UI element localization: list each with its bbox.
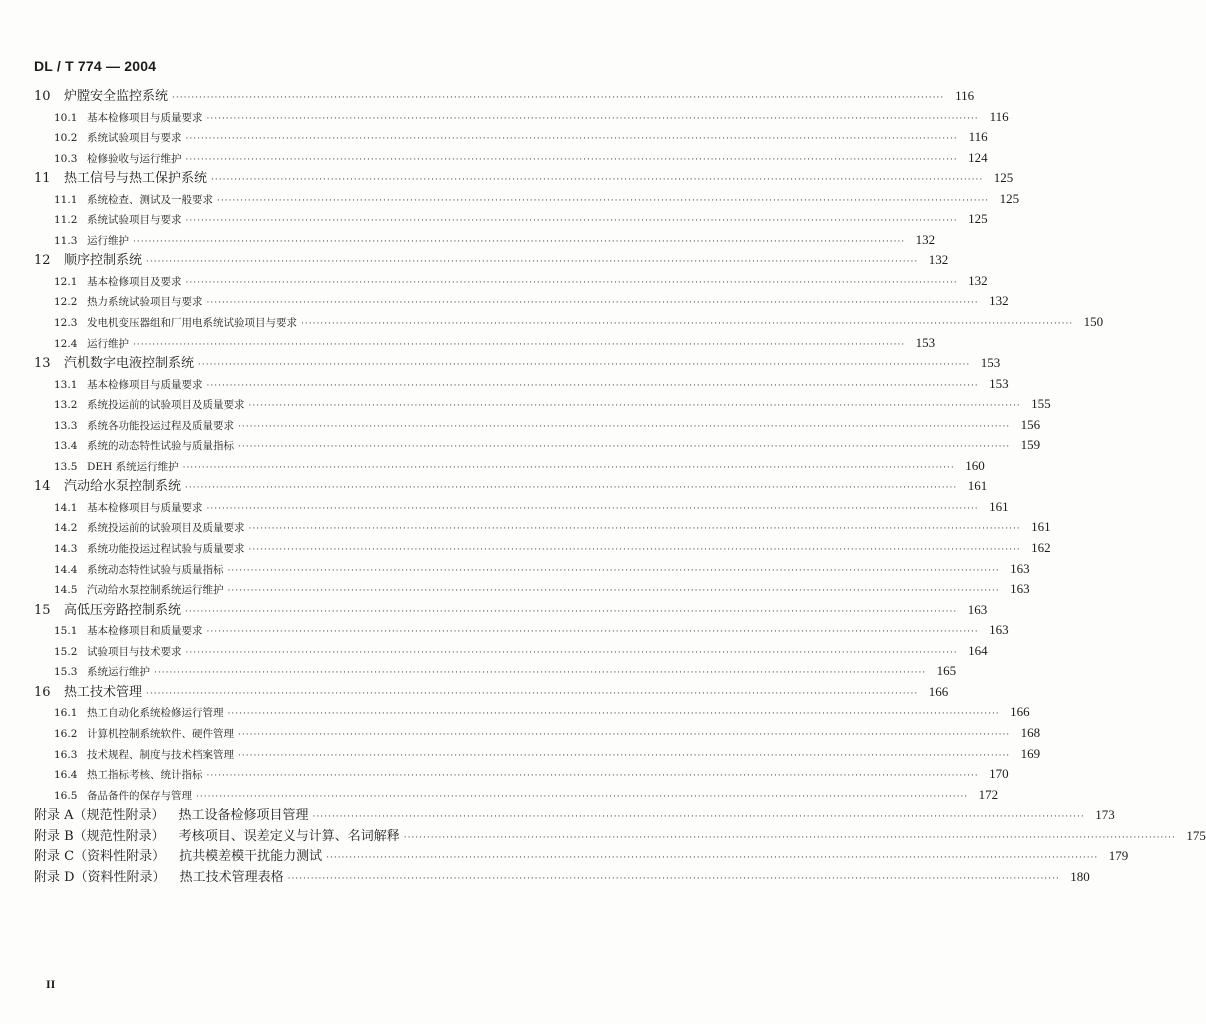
toc-entry-number: 14.3 xyxy=(54,543,78,556)
toc-entry-page: 180 xyxy=(1070,868,1090,884)
toc-entry-page: 156 xyxy=(1020,416,1041,432)
toc-entry-title: 基本检修项目与质量要求 xyxy=(87,111,203,124)
toc-appendix-entry[interactable] xyxy=(34,846,1129,867)
toc-entry-title: 系统的动态特性试验与质量指标 xyxy=(87,440,234,453)
toc-entry-number: 13 xyxy=(34,356,51,372)
toc-entry-number: 附录 C（资料性附录） xyxy=(34,849,166,865)
toc-entry-title: 基本检修项目与质量要求 xyxy=(87,501,203,514)
toc-entry-title: 热工信号与热工保护系统 xyxy=(64,171,208,187)
toc-entry-number: 13.2 xyxy=(54,399,78,412)
toc-entry-title: 系统检查、测试及一般要求 xyxy=(87,193,213,206)
toc-entry[interactable] xyxy=(34,230,936,251)
toc-entry-number: 11.1 xyxy=(54,193,78,206)
toc-entry-number: 11.2 xyxy=(54,214,78,227)
toc-entry[interactable] xyxy=(34,435,1041,456)
dot-leader: ········································································································································································································ xyxy=(185,277,958,288)
toc-entry[interactable] xyxy=(34,682,949,703)
toc-entry-title: 发电机变压器组和厂用电系统试验项目与要求 xyxy=(87,317,297,330)
toc-entry-page: 153 xyxy=(915,334,936,350)
toc-entry-title: 系统各功能投运过程及质量要求 xyxy=(87,419,234,432)
toc-entry[interactable] xyxy=(34,785,999,806)
toc-entry-title: 汽机数字电液控制系统 xyxy=(64,356,195,372)
toc-entry-number: 15.3 xyxy=(54,666,78,679)
toc-entry[interactable] xyxy=(34,559,1030,580)
toc-entry[interactable] xyxy=(34,476,988,497)
toc-entry-title: 高低压旁路控制系统 xyxy=(64,602,182,618)
toc-entry-title: 基本检修项目与质量要求 xyxy=(87,378,203,391)
toc-entry[interactable] xyxy=(34,600,988,621)
toc-entry-number: 16.2 xyxy=(54,727,78,740)
toc-entry[interactable] xyxy=(34,723,1041,744)
toc-entry-number: 16.3 xyxy=(54,748,78,761)
toc-entry-number: 12.2 xyxy=(54,296,78,309)
toc-entry-title: 运行维护 xyxy=(87,234,129,247)
dot-leader: ········································································································································································································ xyxy=(227,586,1000,597)
toc-entry[interactable] xyxy=(34,456,985,477)
toc-entry[interactable] xyxy=(34,579,1030,600)
toc-entry-title: 系统投运前的试验项目及质量要求 xyxy=(87,522,245,535)
toc-appendix-entry[interactable] xyxy=(34,826,1206,847)
toc-entry-page: 163 xyxy=(989,622,1009,638)
dot-leader: ········································································································································································································ xyxy=(185,647,958,658)
toc-entry-page: 163 xyxy=(1010,581,1030,597)
toc-entry-number: 10.3 xyxy=(54,152,78,165)
dot-leader: ········································································································································································································ xyxy=(227,565,1000,576)
toc-entry-page: 161 xyxy=(989,498,1009,514)
dot-leader: ········································································································································································································ xyxy=(185,606,958,617)
dot-leader: ········································································································································································································ xyxy=(146,688,919,699)
toc-entry-page: 179 xyxy=(1108,848,1129,864)
dot-leader: ········································································································································································································ xyxy=(206,627,979,638)
toc-entry[interactable] xyxy=(34,333,936,354)
toc-entry-number: 13.1 xyxy=(54,378,78,391)
toc-entry-title: 基本检修项目和质量要求 xyxy=(87,625,203,638)
toc-entry[interactable] xyxy=(34,271,988,292)
toc-entry-number: 10.2 xyxy=(54,132,78,145)
dot-leader: ········································································································································································································ xyxy=(133,236,906,247)
dot-leader: ········································································································································································································ xyxy=(326,853,1099,864)
toc-entry-page: 116 xyxy=(968,129,988,145)
dot-leader: ········································································································································································································ xyxy=(198,360,971,371)
dot-leader: ········································································································································································································ xyxy=(206,298,979,309)
toc-entry-title: DEH 系统运行维护 xyxy=(87,460,179,473)
toc-entry-number: 附录 A（规范性附录） xyxy=(34,808,165,824)
document-code-header: DL / T 774 — 2004 xyxy=(34,58,157,74)
dot-leader: ········································································································································································································ xyxy=(185,216,958,227)
dot-leader: ········································································································································································································ xyxy=(133,339,906,350)
dot-leader: ········································································································································································································ xyxy=(172,93,945,103)
toc-entry-title: 系统功能投运过程试验与质量要求 xyxy=(87,543,245,556)
toc-entry-page: 175 xyxy=(1186,827,1206,843)
toc-entry[interactable] xyxy=(34,538,1051,559)
toc-entry-page: 124 xyxy=(968,149,988,165)
dot-leader: ········································································································································································································ xyxy=(206,113,979,124)
toc-entry-page: 150 xyxy=(1083,314,1104,330)
toc-appendix-entry[interactable] xyxy=(34,805,1115,826)
toc-entry-title: 系统投运前的试验项目及质量要求 xyxy=(87,399,245,412)
toc-entry[interactable] xyxy=(34,107,1009,128)
toc-entry-page: 132 xyxy=(968,272,988,288)
toc-entry-title: 计算机控制系统软件、硬件管理 xyxy=(87,727,234,740)
dot-leader: ········································································································································································································ xyxy=(312,812,1085,823)
toc-entry[interactable] xyxy=(34,517,1051,538)
toc-entry[interactable] xyxy=(34,291,1009,312)
toc-entry-title: 系统动态特性试验与质量指标 xyxy=(87,563,224,576)
toc-entry-title: 系统试验项目与要求 xyxy=(87,214,182,227)
toc-entry-number: 15.2 xyxy=(54,645,78,658)
toc-entry-number: 12.1 xyxy=(54,275,78,288)
toc-entry-page: 166 xyxy=(1010,704,1030,720)
toc-entry-page: 170 xyxy=(989,766,1009,782)
dot-leader: ········································································································································································································ xyxy=(206,380,979,391)
toc-entry-title: 热工自动化系统检修运行管理 xyxy=(87,707,224,720)
toc-entry-number: 14.5 xyxy=(54,584,78,597)
dot-leader: ········································································································································································································ xyxy=(206,503,979,514)
dot-leader: ········································································································································································································ xyxy=(146,257,919,268)
toc-entry-title: 检修验收与运行维护 xyxy=(87,152,182,165)
toc-entry-page: 164 xyxy=(968,642,988,658)
toc-entry[interactable] xyxy=(34,189,1020,210)
toc-entry-page: 132 xyxy=(989,293,1009,309)
toc-entry-number: 16.5 xyxy=(54,789,78,802)
dot-leader: ········································································································································································································ xyxy=(301,319,1074,330)
toc-entry[interactable] xyxy=(34,415,1041,436)
toc-entry[interactable] xyxy=(34,764,1009,785)
toc-entry-number: 11.3 xyxy=(54,234,78,247)
toc-entry-title: 技术规程、制度与技术档案管理 xyxy=(87,748,234,761)
toc-entry-number: 14 xyxy=(34,479,51,495)
dot-leader: ········································································································································································································ xyxy=(185,483,958,494)
toc-entry-number: 附录 D（资料性附录） xyxy=(34,869,166,885)
toc-entry[interactable] xyxy=(34,250,949,271)
toc-entry[interactable] xyxy=(34,497,1009,518)
toc-entry[interactable] xyxy=(34,127,988,148)
toc-entry-page: 125 xyxy=(968,211,988,227)
toc-entry-number: 15 xyxy=(34,602,51,618)
dot-leader: ········································································································································································································ xyxy=(154,668,927,679)
dot-leader: ········································································································································································································ xyxy=(287,873,1060,884)
toc-entry-title: 汽动给水泵控制系统运行维护 xyxy=(87,584,224,597)
toc-entry-page: 155 xyxy=(1031,396,1051,412)
toc-entry[interactable] xyxy=(34,744,1041,765)
toc-entry-title: 热工技术管理表格 xyxy=(179,869,284,885)
dot-leader: ········································································································································································································ xyxy=(238,421,1011,432)
toc-entry-page: 132 xyxy=(915,231,936,247)
toc-entry[interactable] xyxy=(34,641,988,662)
dot-leader: ········································································································································································································ xyxy=(248,545,1021,556)
toc-entry-page: 162 xyxy=(1031,540,1051,556)
dot-leader: ········································································································································································································ xyxy=(185,134,958,145)
toc-entry-page: 168 xyxy=(1020,724,1041,740)
toc-entry-title: 基本检修项目及要求 xyxy=(87,275,182,288)
toc-entry-page: 161 xyxy=(1031,519,1051,535)
dot-leader: ········································································································································································································ xyxy=(196,791,969,802)
toc-entry-page: 166 xyxy=(928,683,949,699)
dot-leader: ········································································································································································································ xyxy=(248,524,1021,535)
toc-entry-title: 热力系统试验项目与要求 xyxy=(87,296,203,309)
toc-entry-page: 163 xyxy=(967,601,988,617)
toc-entry-number: 13.5 xyxy=(54,460,78,473)
toc-entry-title: 汽动给水泵控制系统 xyxy=(64,479,182,495)
toc-entry-page: 125 xyxy=(993,170,1014,186)
toc-entry-title: 热工技术管理 xyxy=(64,684,143,700)
toc-entry-title: 考核项目、误差定义与计算、名词解释 xyxy=(178,828,400,844)
toc-entry[interactable] xyxy=(34,353,1001,374)
toc-entry[interactable] xyxy=(34,86,975,107)
toc-entry-number: 附录 B（规范性附录） xyxy=(34,828,165,844)
toc-entry-page: 116 xyxy=(955,88,975,103)
toc-entry-page: 159 xyxy=(1020,437,1041,453)
toc-entry[interactable] xyxy=(34,661,957,682)
toc-entry-number: 13.3 xyxy=(54,419,78,432)
toc-entry-number: 12.4 xyxy=(54,337,78,350)
toc-entry-page: 169 xyxy=(1020,745,1041,761)
toc-entry-number: 14.2 xyxy=(54,522,78,535)
toc-entry-number: 16 xyxy=(34,684,51,700)
toc-entry-number: 16.1 xyxy=(54,707,78,720)
toc-entry-number: 10 xyxy=(34,89,51,104)
toc-entry[interactable] xyxy=(34,312,1104,333)
toc-entry[interactable] xyxy=(34,620,1009,641)
toc-entry-page: 161 xyxy=(967,478,988,494)
dot-leader: ········································································································································································································ xyxy=(182,462,955,473)
toc-entry[interactable] xyxy=(34,702,1030,723)
toc-entry-page: 153 xyxy=(989,375,1009,391)
toc-entry-title: 抗共模差模干扰能力测试 xyxy=(179,849,323,865)
toc-entry[interactable] xyxy=(34,148,988,169)
toc-entry-title: 备品备件的保存与管理 xyxy=(87,789,192,802)
dot-leader: ········································································································································································································ xyxy=(238,750,1011,761)
toc-entry[interactable] xyxy=(34,374,1009,395)
toc-entry-page: 160 xyxy=(965,457,985,473)
table-of-contents xyxy=(34,86,1206,887)
toc-entry-title: 顺序控制系统 xyxy=(64,253,143,269)
toc-entry-page: 163 xyxy=(1010,560,1030,576)
dot-leader: ········································································································································································································ xyxy=(206,771,979,782)
toc-entry-page: 153 xyxy=(980,355,1001,371)
toc-entry[interactable] xyxy=(34,168,1014,189)
toc-entry-page: 172 xyxy=(978,786,999,802)
toc-entry[interactable] xyxy=(34,209,988,230)
toc-entry-title: 炉膛安全监控系统 xyxy=(64,89,169,104)
toc-entry-number: 11 xyxy=(34,171,51,187)
toc-entry-number: 15.1 xyxy=(54,625,78,638)
dot-leader: ········································································································································································································ xyxy=(227,709,1000,720)
toc-entry-number: 10.1 xyxy=(54,111,78,124)
toc-entry-title: 试验项目与技术要求 xyxy=(87,645,182,658)
toc-entry[interactable] xyxy=(34,394,1051,415)
toc-entry-number: 13.4 xyxy=(54,440,78,453)
dot-leader: ········································································································································································································ xyxy=(238,442,1011,453)
toc-entry-title: 系统运行维护 xyxy=(87,666,150,679)
dot-leader: ········································································································································································································ xyxy=(217,195,990,206)
toc-entry-number: 12 xyxy=(34,253,51,269)
toc-entry-number: 16.4 xyxy=(54,769,78,782)
dot-leader: ········································································································································································································ xyxy=(248,401,1021,412)
toc-entry-page: 125 xyxy=(999,190,1020,206)
dot-leader: ········································································································································································································ xyxy=(403,832,1176,843)
toc-entry-title: 热工设备检修项目管理 xyxy=(178,808,309,824)
toc-entry-title: 系统试验项目与要求 xyxy=(87,132,182,145)
toc-entry-number: 12.3 xyxy=(54,317,78,330)
toc-entry-number: 14.4 xyxy=(54,563,78,576)
toc-appendix-entry[interactable] xyxy=(34,867,1090,888)
dot-leader: ········································································································································································································ xyxy=(211,175,984,186)
dot-leader: ········································································································································································································ xyxy=(238,729,1011,740)
toc-entry-page: 116 xyxy=(989,108,1009,124)
toc-entry-title: 热工指标考核、统计指标 xyxy=(87,769,203,782)
toc-entry-title: 运行维护 xyxy=(87,337,129,350)
toc-entry-page: 173 xyxy=(1095,807,1115,823)
dot-leader: ········································································································································································································ xyxy=(185,154,958,165)
toc-entry-page: 165 xyxy=(936,663,957,679)
page-number-footer: II xyxy=(46,977,56,991)
toc-entry-page: 132 xyxy=(928,252,949,268)
toc-entry-number: 14.1 xyxy=(54,501,78,514)
